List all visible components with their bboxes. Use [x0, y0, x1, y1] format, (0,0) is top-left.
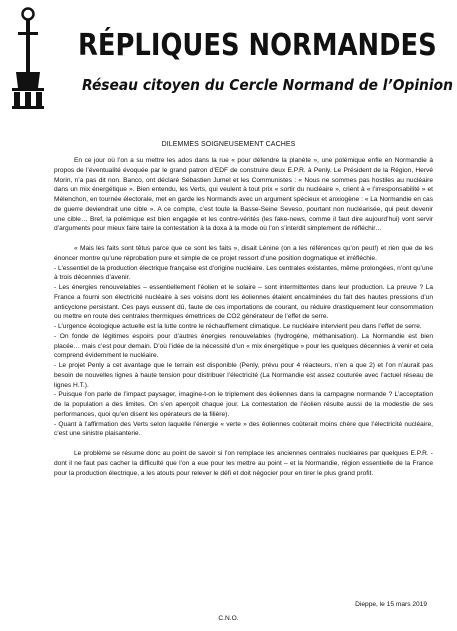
signature: C.N.O.	[218, 615, 239, 622]
article-body	[54, 156, 433, 478]
point-item: - L’urgence écologique actuelle est la lutte contre le réchauffement climatique. Le nucléaire intervient peu dans l’effet de serre.	[54, 323, 422, 330]
point-item: - On fonde de légitimes espoirs pour d’autres énergies renouvelables (hydrogène, méthanisation). La Normandie est bien placée… mais c’est pour demain. D’où l’idée de la nécessité d’un « mix énergétique » pour les quelques décennies à venir et cela comprend évidemment le nucléaire.	[54, 332, 433, 360]
intro-paragraph: En ce jour où l’on a su mettre les ados dans la rue « pour défendre la planète », une polémique enfle en Normandie à propos de l’éventualité évoquée par le grand patron d’EDF de construire deux E.P.R. à Penly. Le Président de la Région, Hervé Morin, n’a pas dit non. Banco, ont déclaré Sébastien Jumel et les Communistes : « Nous ne sommes pas hostiles au nucléaire dans un mix énergétique ». Bien entendu, les Verts, qui veulent à tout prix « sortir du nucléaire », crient à « l’irresponsabilité » et Mélenchon, en tournée électorale, met en garde les Normands avec un argument spécieux et anxiogène : « La Normandie en cas de guerre deviendrait une cible ». A ce compte, c’est toute la Basse-Seine Seveso, pourtant non nucléarisée, qui peut devenir une cible… Bref, la polémique est bien engagée et les contre-vérités (les fake-news, comme il faut dire aujourd’hui) vont servir d’arguments pour mieux faire taire la contestation à la doxa à la mode où l’on s’interdit simplement de réfléchir…	[54, 157, 433, 233]
lantern-cross-logo	[8, 6, 48, 110]
point-item: - Quant à l’affirmation des Verts selon laquelle l’énergie « verte » des éoliennes coûterait moins chère que l’électricité nucléaire, c’est une sinistre plaisanterie.	[54, 420, 433, 438]
quote-paragraph: « Mais les faits sont têtus parce que ce sont les faits », disait Lénine (on a les références qu’on peut!) et rien que de les énoncer montre qu’une réprobation pure et simple de ce projet ressort d’une position dogmatique et irréfléchie.	[54, 245, 433, 262]
point-item: - L’essentiel de la production électrique française est d’origine nucléaire. Les centrales existantes, même prolongées, n’ont qu’une à trois décennies d’avenir.	[54, 264, 433, 282]
point-item: - Les énergies renouvelables – essentiellement l’éolien et le solaire – sont intermittentes dans leur production. La preuve ? La France a fourni son électricité nucléaire à ses voisins dont les éoliennes étaient encalminées du fait des hautes pressions d’un anticyclone persistant. Ces pays eussent dû, faute de ces importations de courant, ou réduire drastiquement leur consommation ou mettre en route des centrales thermiques émettrices de CO2 générateur de l’effet de serre.	[54, 284, 433, 321]
point-item: - Le projet Penly a cet avantage que le terrain est disponible (Penly, prévu pour 4 réacteurs, n’en a que 2) et l’on n’aurait pas besoin de nouvelles lignes à haute tension pour distribuer l’électricité (La Normandie est assez couturée avec l’actuel réseau de lignes H.T.).	[54, 362, 433, 389]
masthead	[0, 0, 457, 120]
conclusion-paragraph: Le problème se résume donc au point de savoir si l’on remplace les anciennes centrales nucléaires par quelques E.P.R. - dont il ne faut pas cacher la difficulté que l’on a eue pour les mettre au point – et la Normandie, région essentielle de la France pour la production électrique, a les atouts pour relever le défi et doit négocier pour en tirer le plus grand profit.	[54, 450, 433, 477]
masthead-title: RÉPLIQUES NORMANDES	[78, 28, 437, 63]
masthead-subtitle: Réseau citoyen du Cercle Normand de l’Opinion	[82, 76, 453, 94]
date-line: Dieppe, le 15 mars 2019	[355, 601, 427, 608]
document-heading: DILEMMES SOIGNEUSEMENT CACHES	[161, 141, 296, 148]
point-item: - Puisque l’on parle de l’impact paysager, imagine-t-on le triplement des éoliennes dans la campagne normande ? L’acceptation de la population a des limites. On s’en aperçoit chaque jour. La contestation de l’éolien résulte aussi de la modestie de ses performances, quoi qu’en disent les opérateurs de la filière).	[54, 391, 433, 418]
